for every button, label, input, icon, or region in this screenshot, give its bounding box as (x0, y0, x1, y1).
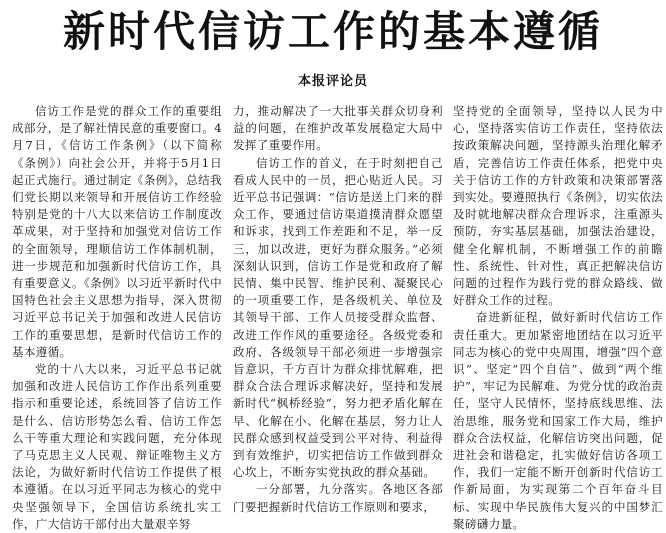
article-headline: 新时代信访工作的基本遵循 (62, 7, 603, 56)
text-column-1 (12, 103, 223, 531)
text-column-3 (453, 103, 663, 531)
article-paragraph: 奋进新征程，做好新时代信访工作责任重大。更加紧密地团结在以习近平同志为核心的党中央周围，增强“四个意识”、坚定“四个自信”、做到“两个维护”，牢记为民解难、为党分忧的政治责任，坚守人民情怀，坚持底线思维、法治思维，服务党和国家工作大局，维护群众合法权益，化解信访突出问题，促进社会和谐稳定，扎实做好信访各项工作，我们一定能不断开创新时代信访工作新局面，为实现第二个百年奋斗目标、实现中华民族伟大复兴的中国梦汇聚磅礴力量。 (453, 310, 663, 531)
article-paragraph: 力，推动解决了一大批事关群众切身利益的问题，在维护改革发展稳定大局中发挥了重要作用。 (233, 104, 443, 153)
article-byline: 本报评论员 (297, 74, 368, 89)
text-column-2 (233, 103, 443, 515)
article-paragraph: 坚持党的全面领导，坚持以人民为中心，坚持落实信访工作责任，坚持依法按政策解决问题，坚持源头治理化解矛盾，完善信访工作责任体系，把党中央关于信访工作的方针政策和决策部署落到实处。要遵照执行《条例》，切实依法及时就地解决群众合理诉求，注重源头预防，夯实基层基础，加强法治建设，健全化解机制，不断增强工作的前瞻性、系统性、针对性，真正把解决信访问题的过程作为践行党的群众路线、做好群众工作的过程。 (453, 104, 663, 308)
article-paragraph: 信访工作的首义，在于时刻把自己看成人民中的一员，把心贴近人民。习近平总书记强调：“信访是送上门来的群众工作，要通过信访渠道摸清群众愿望和诉求，找到工作差距和不足，举一反三，加以改进，更好为群众服务。”必须深刻认识到，信访工作是党和政府了解民情、集中民智、维护民利、凝聚民心的一项重要工作，是各级机关、单位及其领导干部、工作人员接受群众监督、改进工作作风的重要途径。各级党委和政府、各级领导干部必须进一步增强宗旨意识，千方百计为群众排忧解难，把群众合法合理诉求解决好，坚持和发展新时代“枫桥经验”，努力把矛盾化解在早、化解在小、化解在基层，努力让人民群众感到权益受到公平对待、利益得到有效维护，切实把信访工作做到群众心坎上，不断夯实党执政的群众基础。 (233, 155, 443, 480)
article-paragraph: 党的十八大以来，习近平总书记就加强和改进人民信访工作作出系列重要指示和重要论述，系统回答了信访工作是什么、信访形势怎么看、信访工作怎么干等重大理论和实践问题，充分体现了马克思主义人民观、辩证唯物主义方法论，为做好新时代信访工作提供了根本遵循。在以习近平同志为核心的党中央坚强领导下，全国信访系统扎实工作，广大信访干部付出大量艰辛努 (12, 362, 222, 531)
article-paragraph: 一分部署，九分落实。各地区各部门要把握新时代信访工作原则和要求， (233, 482, 443, 514)
article-paragraph: 信访工作是党的群众工作的重要组成部分，是了解社情民意的重要窗口。4月7日，《信访工作条例》（以下简称《条例》）向社会公开，并将于5月1日起正式施行。通过制定《条例》，总结我们党长期以来领导和开展信访工作经验特别是党的十八大以来信访工作制度改革成果，对于坚持和加强党对信访工作的全面领导，理顺信访工作体制机制，进一步规范和加强新时代信访工作，具有重要意义。《条例》以习近平新时代中国特色社会主义思想为指导，深入贯彻习近平总书记关于加强和改进人民信访工作的重要思想，是新时代信访工作的基本遵循。 (12, 104, 223, 359)
